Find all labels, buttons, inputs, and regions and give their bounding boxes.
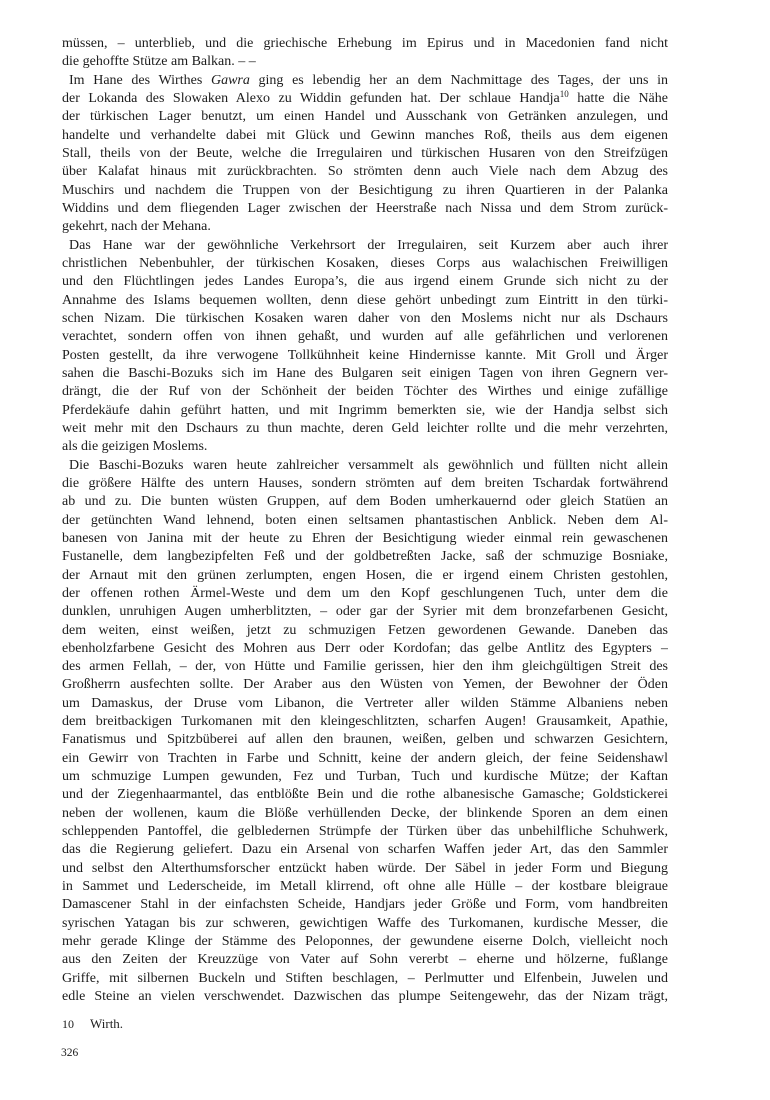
text-line: ebenholzfarbene Gesicht des Mohren aus Derr oder Kordofan; das gelbe Antlitz des Egypters –: [62, 640, 668, 656]
paragraph: [62, 35, 668, 72]
text-line: ein Gewirr von Trachten in Farbe und Schnitt, keine der andern gleich, der feine Seidenshawl: [62, 750, 668, 766]
text-line: drängt, die der Ruf von der Schönheit der beiden Töchter des Wirthes und einige zufällige: [62, 384, 668, 400]
text-line: neben der wollenen, kaum die Blöße verhüllenden Decke, der blinkende Sporen an dem einen: [62, 805, 668, 821]
text-line: dunklen, unruhigen Augen umherblitzten, – oder gar der Syrier mit dem bronzefarbenen Gesicht,: [62, 604, 668, 620]
text-line: Fustanelle, dem langbezipfelten Feß und der goldbetreßten Jacke, saß der schmuzige Bosniake,: [62, 549, 668, 565]
text-line: schleppenden Pantoffel, die gelbledernen Strümpfe der Türken über das unbehilfliche Schuhwerk,: [62, 824, 668, 840]
text-line: um Damaskus, der Druse vom Libanon, die Vertreter aller wilden Stämme Albaniens neben: [62, 695, 668, 711]
text-line: christlichen Nebenbuhler, der türkischen Kosaken, dieses Corps aus walachischen Freiwilligen: [62, 255, 668, 271]
text-line: Stall, theils von der Beute, welche die Irregulairen und türkischen Husaren von den Streifzügen: [62, 145, 668, 161]
paragraph: [62, 72, 668, 237]
text-line: ab und zu. Die bunten wüsten Gruppen, auf dem Boden umherkauernd oder gleich Statüen an: [62, 494, 668, 510]
text-line: Im Hane des Wirthes Gawra ging es lebendig her an dem Nachmittage des Tages, der uns in: [69, 72, 668, 88]
footnote-marker: 10: [559, 89, 569, 100]
text-line: als die geizigen Moslems.: [62, 439, 208, 455]
text-line: Widdins und dem fliegenden Lager zwischen der Heerstraße nach Nissa und dem Strom zurück-: [62, 200, 668, 216]
text-line: die gehoffte Stütze am Balkan. – –: [62, 54, 256, 70]
text-line: über Kalafat hinaus mit zurückbrachten. So strömten denn auch Viele nach dem Abzug des: [62, 164, 668, 180]
text-line: mehr gerade Klinge der Stämme des Peloponnes, der gewundene eiserne Dolch, vielleicht noch: [62, 934, 668, 950]
text-line: Posten gestellt, da ihre verwogene Tollkühnheit keine Hindernisse kannte. Mit Groll und Ärger: [62, 347, 668, 363]
text-line: das die Regierung geliefert. Dazu ein Arsenal von scharfen Waffen jeder Art, das den Sammler: [62, 842, 668, 858]
text-line: gekehrt, nach der Mehana.: [62, 219, 211, 235]
text-line: der offenen rothen Ärmel-Weste und dem um den Kopf geschlungenen Tuch, unter dem die: [62, 585, 668, 601]
text-line: syrischen Yatagan bis zur schweren, gewichtigen Waffe des Turkomanen, kurdische Messer, die: [62, 915, 668, 931]
text-line: und selbst den Alterthumsforscher entzückt haben würde. Der Säbel in jeder Form und Biegung: [62, 860, 668, 876]
italic-term: Gawra: [210, 72, 250, 88]
text-line: sahen die Baschi-Bozuks sich im Hane des Bulgaren seit einigen Tagen von ihren Gegnern ver-: [62, 365, 668, 381]
text-line: verachtet, sondern offen von ihnen gehaßt, und wurden auf alle gefährlichen und verlorenen: [62, 329, 668, 345]
text-line: aus den Zeiten der Kreuzzüge von Vater auf Sohn vererbt – eherne und hölzerne, fußlange: [62, 952, 668, 968]
text-line: weit mehr mit den Dschaurs zu thun machte, deren Geld leichter rollte und die mehr verzehrten,: [62, 420, 668, 436]
text-line: um schmuzige Lumpen gewunden, Fez und Turban, Tuch und kurdische Mütze; der Kaftan: [62, 769, 668, 785]
page-text: [62, 35, 668, 1006]
footnote-number: 10: [62, 1017, 74, 1031]
text-line: Muschirs und nachdem die Truppen von der Besichtigung zu ihren Quartieren in der Palanka: [62, 182, 668, 198]
text-line: banesen von Janina mit der heute zu Ehren der Besichtigung wieder einmal rein gewaschenen: [62, 530, 668, 546]
text-line: schen Nizam. Die türkischen Kosaken waren daher von den Moslems nicht nur als Dschaurs: [62, 310, 668, 326]
text-line: Die Baschi-Bozuks waren heute zahlreicher versammelt als gewöhnlich und füllten nicht allein: [69, 457, 668, 473]
text-line: die größere Hälfte des untern Hauses, sondern strömten auf dem breiten Tschardak fortwährend: [62, 475, 668, 491]
text-line: müssen, – unterblieb, und die griechische Erhebung im Epirus und in Macedonien fand nicht: [62, 36, 668, 51]
text-line: handelte und verhandelte dabei mit Glück und Gewinn manches Roß, theils aus dem eigenen: [62, 127, 668, 143]
footnote: [62, 1016, 123, 1032]
text-line: Griffe, mit silbernen Buckeln und Stiften beschlagen, – Perlmutter und Elfenbein, Juwelen und: [62, 970, 668, 986]
text-line: der getünchten Wand lehnend, boten einen seltsamen phantastischen Anblick. Neben dem Al-: [62, 512, 668, 528]
text-line: in Sammet und Lederscheide, im Metall klirrend, oft ohne alle Hülle – der kostbare bleigraue: [62, 879, 668, 895]
text-line: der türkischen Lager benutzt, um einen Handel und Ausschank von Getränken anzulegen, und: [62, 109, 668, 125]
text-line: Fanatismus und Spitzbüberei auf allen den braunen, weißen, gelben und schwarzen Gesichtern,: [62, 732, 668, 748]
text-line: und den Flüchtlingen jedes Landes Europa’s, die aus irgend einem Grunde sich nicht zu der: [62, 274, 668, 290]
paragraph: [62, 457, 668, 1007]
text-line: Pferdekäufe dahin geführt hatten, und mit Ingrimm bemerkten sie, wie der Handja selbst sich: [62, 402, 668, 418]
text-line: der Arnaut mit den grünen zerlumpten, engen Hosen, die er irgend einem Christen gestohlen,: [62, 567, 668, 583]
text-line: der Lokanda des Slowaken Alexo zu Widdin gefunden hat. Der schlaue Handja$^{10}$ hatte die Nähe: [62, 89, 668, 106]
text-line: Das Hane war der gewöhnliche Verkehrsort der Irregulairen, seit Kurzem aber auch ihrer: [69, 237, 668, 253]
footnote-text: Wirth.: [90, 1016, 124, 1031]
paragraph: [62, 237, 668, 457]
text-line: Annahme des Islams bequemen wollten, denn diese gehört unbedingt zum Eintritt in den türki-: [62, 292, 668, 308]
text-line: Damascener Stahl in der einfachsten Scheide, Handjars jeder Größe und Form, vom handbreiten: [62, 897, 668, 913]
text-line: edle Steine an vielen verschwendet. Dazwischen das plumpe Seitengewehr, das der Nizam trägt,: [62, 989, 668, 1005]
text-line: dem weiten, einst weißen, jetzt zu schmuzigen Fetzen gewordenen Gewande. Daneben das: [62, 622, 668, 638]
text-line: und der Ziegenhaarmantel, das entblößte Bein und die rothe albanesische Gamasche; Goldstickerei: [62, 787, 668, 803]
text-line: dem breitbackigen Turkomanen mit den kleingeschlitzten, scharfen Augen! Grausamkeit, Apathie,: [62, 714, 668, 730]
text-line: des armen Fellah, – der, von Hütte und Familie gerissen, hier den ihm gleichgültigen Streit des: [62, 659, 668, 675]
page-number: 326: [61, 1047, 79, 1059]
text-line: Großherrn ausfechten sollte. Der Araber aus den Wüsten von Yemen, der Bewohner der Öden: [62, 677, 668, 693]
